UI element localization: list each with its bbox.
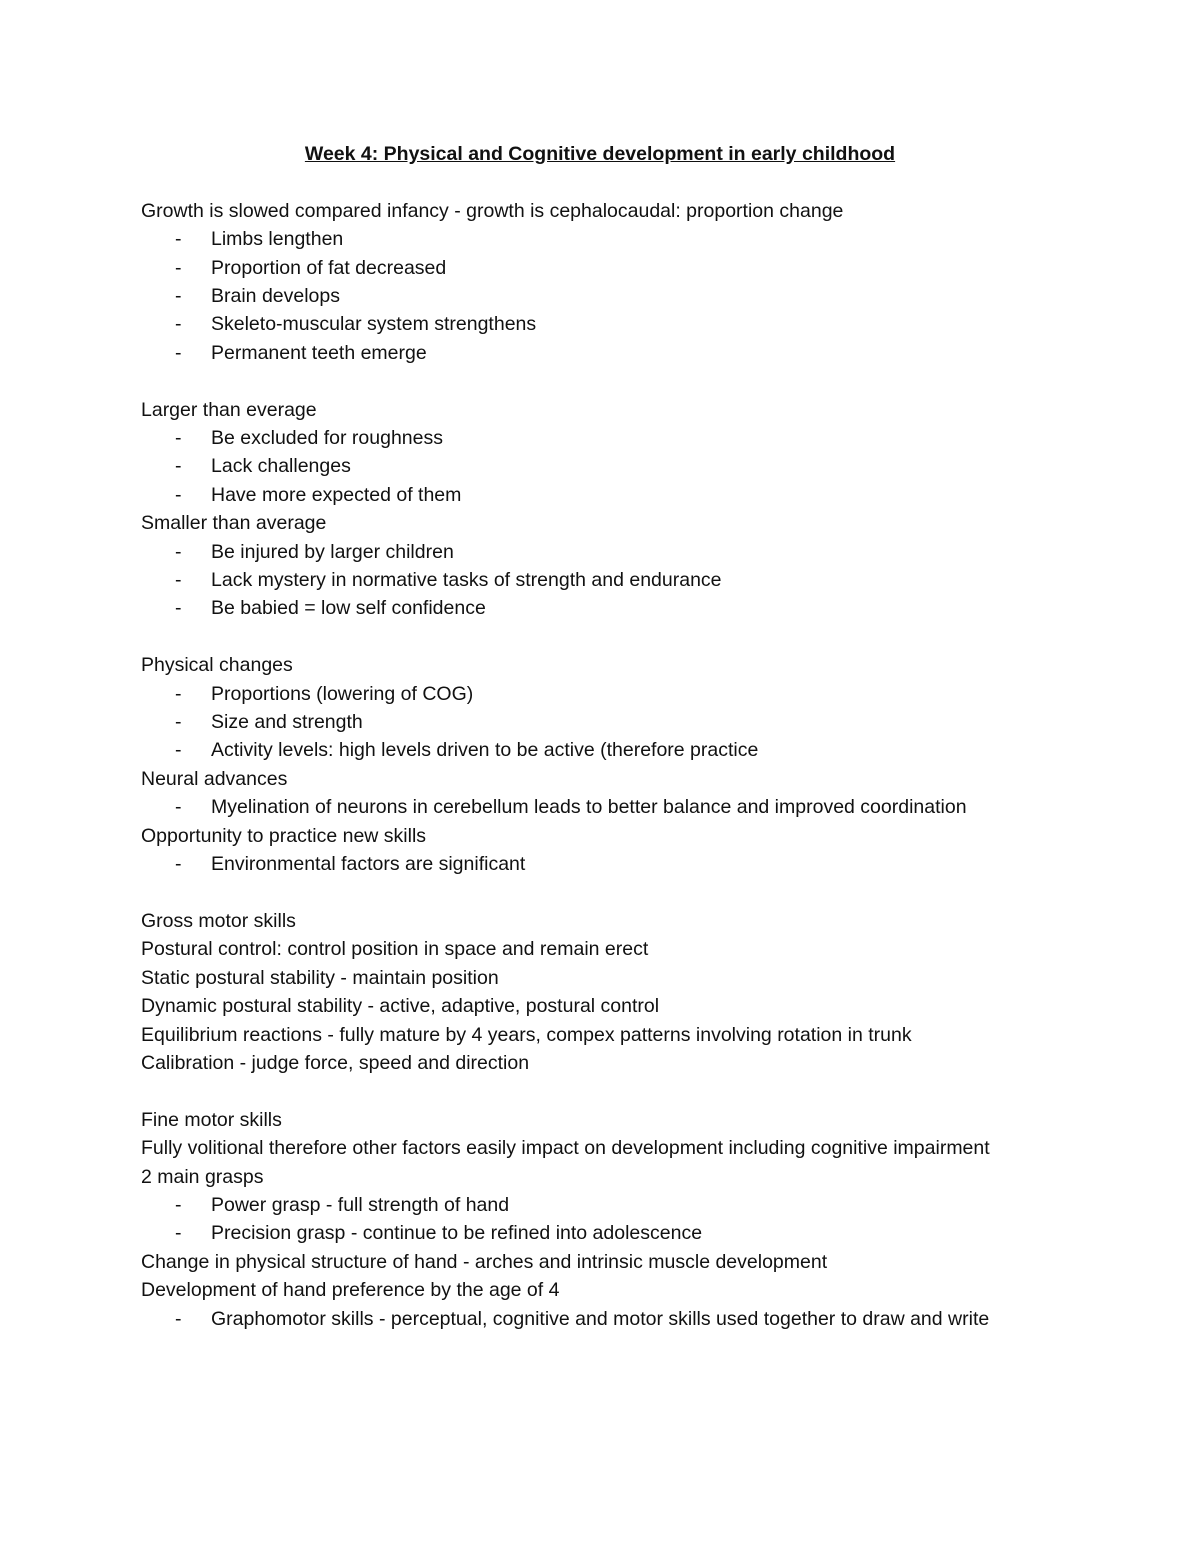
text-line: Change in physical structure of hand - arches and intrinsic muscle development [141,1250,828,1273]
bullet-item [141,481,1061,509]
bullet-marker: - [175,569,182,592]
bullet-text: Environmental factors are significant [211,853,526,876]
bullet-item [141,1219,1061,1247]
page-title-text: Week 4: Physical and Cognitive development in early childhood [304,143,896,165]
bullet-marker: - [175,682,182,705]
bullet-item [141,708,1061,736]
bullet-item [141,310,1061,338]
document-body [141,197,1061,1333]
text-line: Smaller than average [141,512,327,535]
bullet-list [141,850,1061,878]
text-line: Development of hand preference by the age of 4 [141,1279,560,1302]
bullet-marker: - [175,1307,182,1330]
text-line: Opportunity to practice new skills [141,824,427,847]
bullet-item [141,282,1061,310]
bullet-marker: - [175,540,182,563]
bullet-marker: - [175,455,182,478]
blank-line [141,879,1061,907]
blank-line [141,367,1061,395]
bullet-text: Lack mystery in normative tasks of strength and endurance [211,569,722,592]
blank-line [141,623,1061,651]
bullet-text: Proportion of fat decreased [211,256,447,279]
text-line: Static postural stability - maintain position [141,966,499,989]
bullet-item [141,566,1061,594]
bullet-item [141,850,1061,878]
bullet-item [141,680,1061,708]
bullet-marker: - [175,285,182,307]
text-line: Neural advances [141,767,288,790]
bullet-text: Precision grasp - continue to be refined into adolescence [211,1222,703,1245]
text-line: Equilibrium reactions - fully mature by 4 years, compex patterns involving rotation in trunk [141,1023,912,1046]
text-line: 2 main grasps [141,1165,264,1188]
bullet-text: Activity levels: high levels driven to be active (therefore practice [211,739,759,762]
bullet-marker: - [175,313,182,336]
text-line: Calibration - judge force, speed and direction [141,1051,530,1074]
bullet-list [141,1305,1061,1333]
bullet-list [141,538,1061,623]
bullet-list [141,424,1061,509]
bullet-item [141,339,1061,367]
bullet-list [141,793,1061,821]
bullet-marker: - [175,483,182,506]
bullet-text: Limbs lengthen [211,228,344,251]
bullet-item [141,424,1061,452]
bullet-item [141,538,1061,566]
bullet-text: Size and strength [211,711,363,734]
bullet-text: Power grasp - full strength of hand [211,1193,510,1216]
text-line: Fully volitional therefore other factors easily impact on development including cognitive impairment [141,1137,990,1160]
bullet-item [141,254,1061,282]
text-line: Larger than everage [141,398,317,421]
bullet-marker: - [175,853,182,876]
bullet-marker: - [175,597,182,620]
bullet-text: Myelination of neurons in cerebellum leads to better balance and improved coordination [211,796,967,819]
bullet-list [141,225,1061,367]
bullet-marker: - [175,796,182,819]
bullet-text: Brain develops [211,285,340,307]
bullet-marker: - [175,228,182,251]
bullet-marker: - [175,739,182,762]
document-page [141,140,1061,1333]
text-line: Gross motor skills [141,909,296,932]
bullet-item [141,793,1061,821]
text-line: Postural control: control position in space and remain erect [141,938,649,961]
bullet-item [141,1191,1061,1219]
bullet-list [141,680,1061,765]
bullet-marker: - [175,427,182,450]
bullet-item [141,452,1061,480]
bullet-item [141,736,1061,764]
text-line: Physical changes [141,654,293,677]
bullet-text: Have more expected of them [211,483,462,506]
bullet-text: Be babied = low self confidence [211,597,486,620]
bullet-list [141,1191,1061,1248]
page-title [0,140,1200,168]
bullet-text: Be excluded for roughness [211,427,443,450]
bullet-text: Graphomotor skills - perceptual, cognitive and motor skills used together to draw and write [211,1307,990,1330]
bullet-text: Permanent teeth emerge [211,341,427,364]
bullet-item [141,225,1061,253]
bullet-item [141,1305,1061,1333]
bullet-marker: - [175,256,182,279]
bullet-marker: - [175,1193,182,1216]
bullet-text: Lack challenges [211,455,351,478]
text-line: Dynamic postural stability - active, adaptive, postural control [141,995,660,1018]
bullet-text: Be injured by larger children [211,540,454,563]
bullet-item [141,594,1061,622]
bullet-text: Proportions (lowering of COG) [211,682,474,705]
bullet-text: Skeleto-muscular system strengthens [211,313,537,336]
bullet-marker: - [175,711,182,734]
text-line: Fine motor skills [141,1108,282,1131]
bullet-marker: - [175,1222,182,1245]
blank-line [141,1077,1061,1105]
text-line: Growth is slowed compared infancy - growth is cephalocaudal: proportion change [141,199,844,222]
bullet-marker: - [175,341,182,364]
